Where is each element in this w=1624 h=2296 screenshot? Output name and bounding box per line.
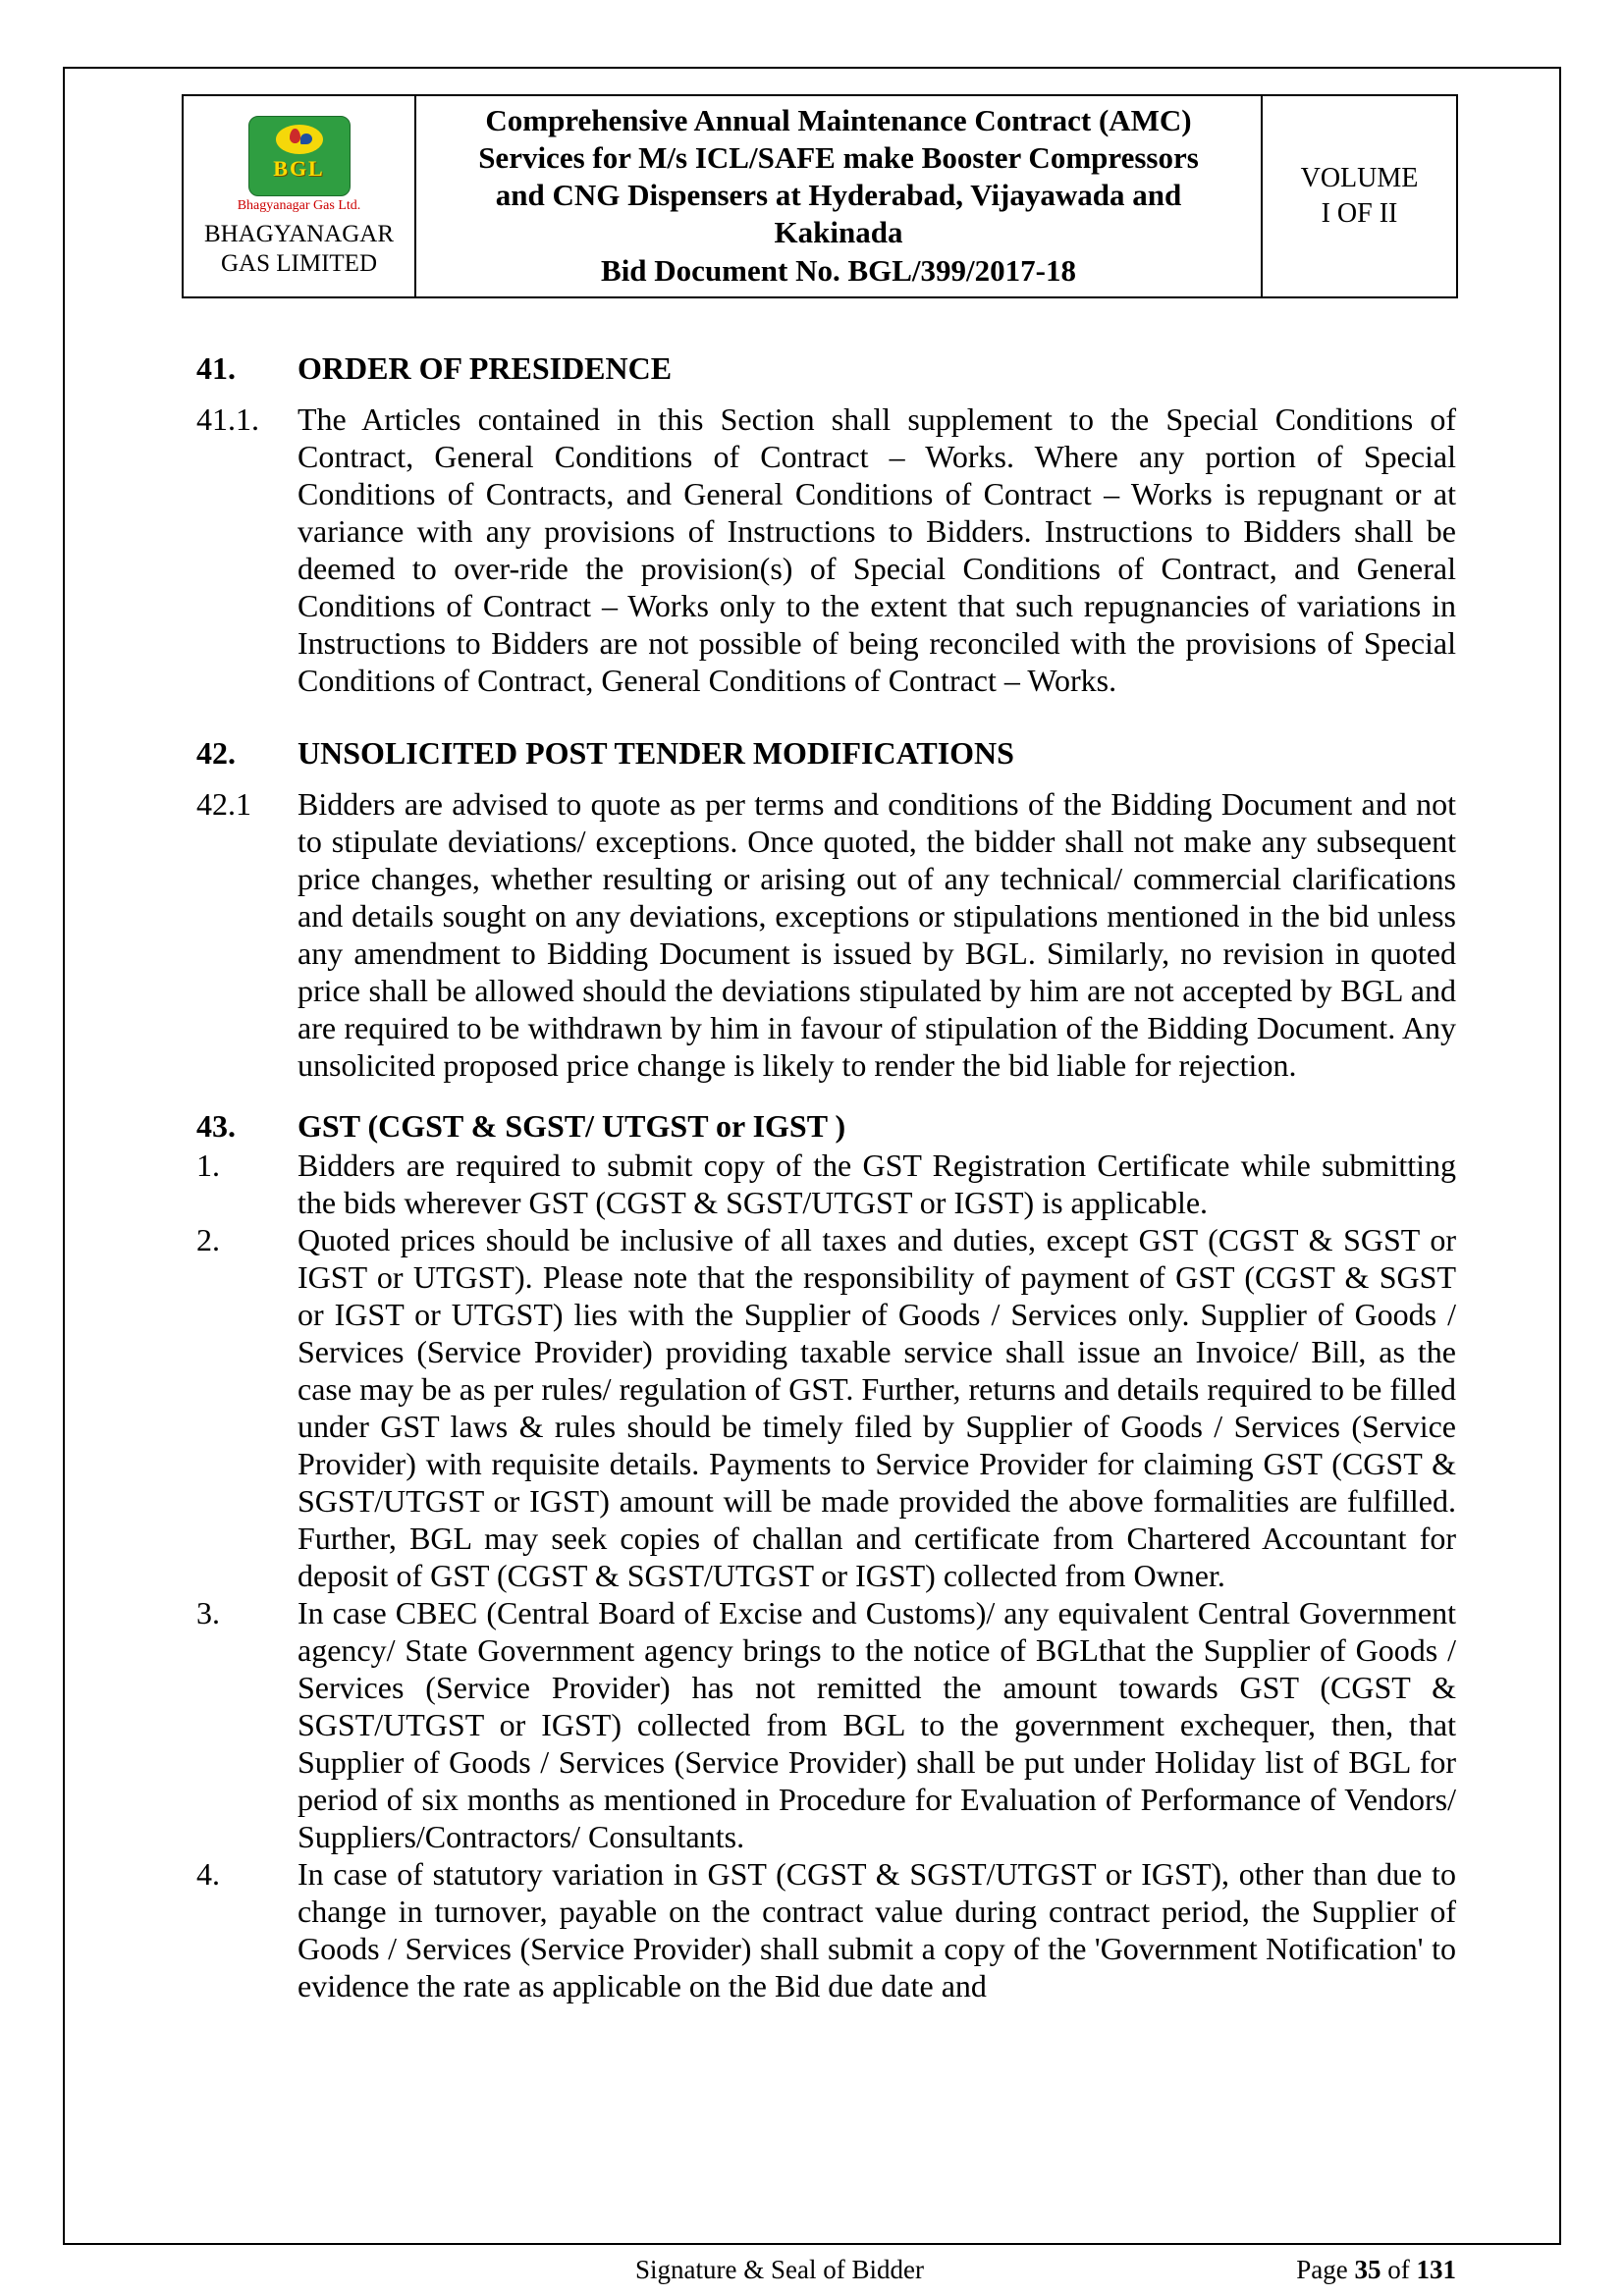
- document-title: [428, 102, 1249, 251]
- header-title-cell: [415, 95, 1262, 297]
- paragraph-41-1: [182, 400, 1456, 699]
- logo-tagline: Bhagyanagar Gas Ltd.: [237, 197, 361, 213]
- gst-item-4-text: In case of statutory variation in GST (CGST & SGST/UTGST or IGST), other than due to change in turnover, payable on the contract value during contract period, the Supplier of Goods / Services (Service Provider) shall submit a copy of the 'Government Notification' to evidence the rate as applicable on the Bid due date and: [298, 1856, 1456, 2003]
- section-42-heading: [182, 734, 1456, 772]
- section-43-number: 43.: [196, 1108, 236, 1144]
- section-43: [182, 1107, 1456, 2004]
- page-number-current: 35: [1354, 2255, 1381, 2284]
- page-number-prefix: Page: [1296, 2255, 1355, 2284]
- flame-blue-icon: [300, 133, 312, 144]
- paragraph-41-1-number: 41.1.: [196, 401, 259, 437]
- gst-item-4-number: 4.: [196, 1856, 220, 1892]
- paragraph-42-1: [182, 785, 1456, 1084]
- section-41-title: ORDER OF PRESIDENCE: [298, 350, 673, 386]
- section-43-title: GST (CGST & SGST/ UTGST or IGST ): [298, 1108, 846, 1144]
- section-41-heading: [182, 349, 1456, 387]
- page-number-total: 131: [1416, 2255, 1456, 2284]
- paragraph-42-1-text: Bidders are advised to quote as per terms and conditions of the Bidding Document and not to stipulate deviations/ exceptions. Once quoted, the bidder shall not make any subsequent price changes, whether resulting or arising out of any technical/ commercial clarifications and details sought on any deviations, exceptions or stipulations mentioned in the bid unless any amendment to Bidding Document is issued by BGL. Similarly, no revision in quoted price shall be allowed should the deviations stipulated by him are not accepted by BGL and are required to be withdrawn by him in favour of stipulation of the Bidding Document. Any unsolicited proposed price change is likely to render the bid liable for rejection.: [298, 786, 1456, 1083]
- paragraph-42-1-number: 42.1: [196, 786, 251, 822]
- gst-item-4: [182, 1855, 1456, 2004]
- gst-item-2-number: 2.: [196, 1222, 220, 1257]
- section-42: [182, 734, 1456, 1084]
- gst-item-2: [182, 1221, 1456, 1594]
- section-42-title: UNSOLICITED POST TENDER MODIFICATIONS: [298, 735, 1014, 771]
- document-title-line2: Services for M/s ICL/SAFE make Booster Compressors: [478, 140, 1199, 175]
- gst-item-1-text: Bidders are required to submit copy of the GST Registration Certificate while submitting the bids wherever GST (CGST & SGST/UTGST or IGST) is applicable.: [298, 1148, 1456, 1220]
- header-table: [182, 94, 1458, 298]
- lamp-icon: [276, 125, 323, 154]
- gst-item-1-number: 1.: [196, 1148, 220, 1183]
- gst-item-2-text: Quoted prices should be inclusive of all taxes and duties, except GST (CGST & SGST or IGST or UTGST). Please note that the responsibility of payment of GST (CGST & SGST or IGST or UTGST) lies with the Supplier of Goods / Services only. Supplier of Goods / Services (Service Provider) providing taxable service shall issue an Invoice/ Bill, as the case may be as per rules/ regulation of GST. Further, returns and details required to be filled under GST laws & rules should be timely filed by Supplier of Goods / Services (Service Provider) with requisite details. Payments to Service Provider for claiming GST (CGST & SGST/UTGST or IGST) amount will be made provided the above formalities are fulfilled. Further, BGL may seek copies of challan and certificate from Chartered Accountant for deposit of GST (CGST & SGST/UTGST or IGST) collected from Owner.: [298, 1222, 1456, 1593]
- company-name: [189, 220, 408, 280]
- header-volume-cell: [1262, 95, 1457, 297]
- page-content: [182, 94, 1456, 2004]
- section-41-number: 41.: [196, 350, 236, 386]
- logo-acronym: BGL: [273, 155, 325, 181]
- document-title-line4: Kakinada: [774, 215, 903, 249]
- page-number: [1296, 2250, 1456, 2289]
- section-41: [182, 349, 1456, 699]
- section-43-heading: [182, 1107, 1456, 1145]
- signature-label: Signature & Seal of Bidder: [635, 2255, 924, 2284]
- page-number-of: of: [1380, 2255, 1417, 2284]
- document-title-line3: and CNG Dispensers at Hyderabad, Vijayawada and: [495, 178, 1182, 212]
- flame-red-icon: [290, 129, 300, 143]
- gst-item-3-number: 3.: [196, 1595, 220, 1630]
- page-footer: [182, 2250, 1456, 2291]
- document-body: [182, 349, 1456, 2004]
- bgl-logo: [248, 116, 351, 196]
- section-42-number: 42.: [196, 735, 236, 771]
- volume-line2: I OF II: [1321, 198, 1398, 229]
- gst-item-3: [182, 1594, 1456, 1855]
- paragraph-41-1-text: The Articles contained in this Section shall supplement to the Special Conditions of Contract, General Conditions of Contract – Works. Where any portion of Special Conditions of Contracts, and General Conditions of Contract – Works is repugnant or at variance with any provisions of Instructions to Bidders. Instructions to Bidders shall be deemed to over-ride the provision(s) of Special Conditions of Contract, and General Conditions of Contract – Works only to the extent that such repugnancies of variations in Instructions to Bidders are not possible of being reconciled with the provisions of Special Conditions of Contract, General Conditions of Contract – Works.: [298, 401, 1456, 698]
- gst-item-3-text: In case CBEC (Central Board of Excise and Customs)/ any equivalent Central Government agency/ State Government agency brings to the notice of BGLthat the Supplier of Goods / Services (Service Provider) has not remitted the amount towards GST (CGST & SGST/UTGST or IGST) collected from BGL to the government exchequer, then, that Supplier of Goods / Services (Service Provider) shall be put under Holiday list of BGL for period of six months as mentioned in Procedure for Evaluation of Performance of Vendors/ Suppliers/Contractors/ Consultants.: [298, 1595, 1456, 1854]
- company-name-line2: GAS LIMITED: [220, 250, 377, 277]
- document-title-line1: Comprehensive Annual Maintenance Contract (AMC): [485, 103, 1192, 137]
- gst-item-1: [182, 1147, 1456, 1221]
- volume-line1: VOLUME: [1300, 163, 1419, 193]
- header-logo-cell: [183, 95, 415, 297]
- bid-document-number: Bid Document No. BGL/399/2017-18: [601, 253, 1076, 288]
- company-name-line1: BHAGYANAGAR: [203, 220, 395, 247]
